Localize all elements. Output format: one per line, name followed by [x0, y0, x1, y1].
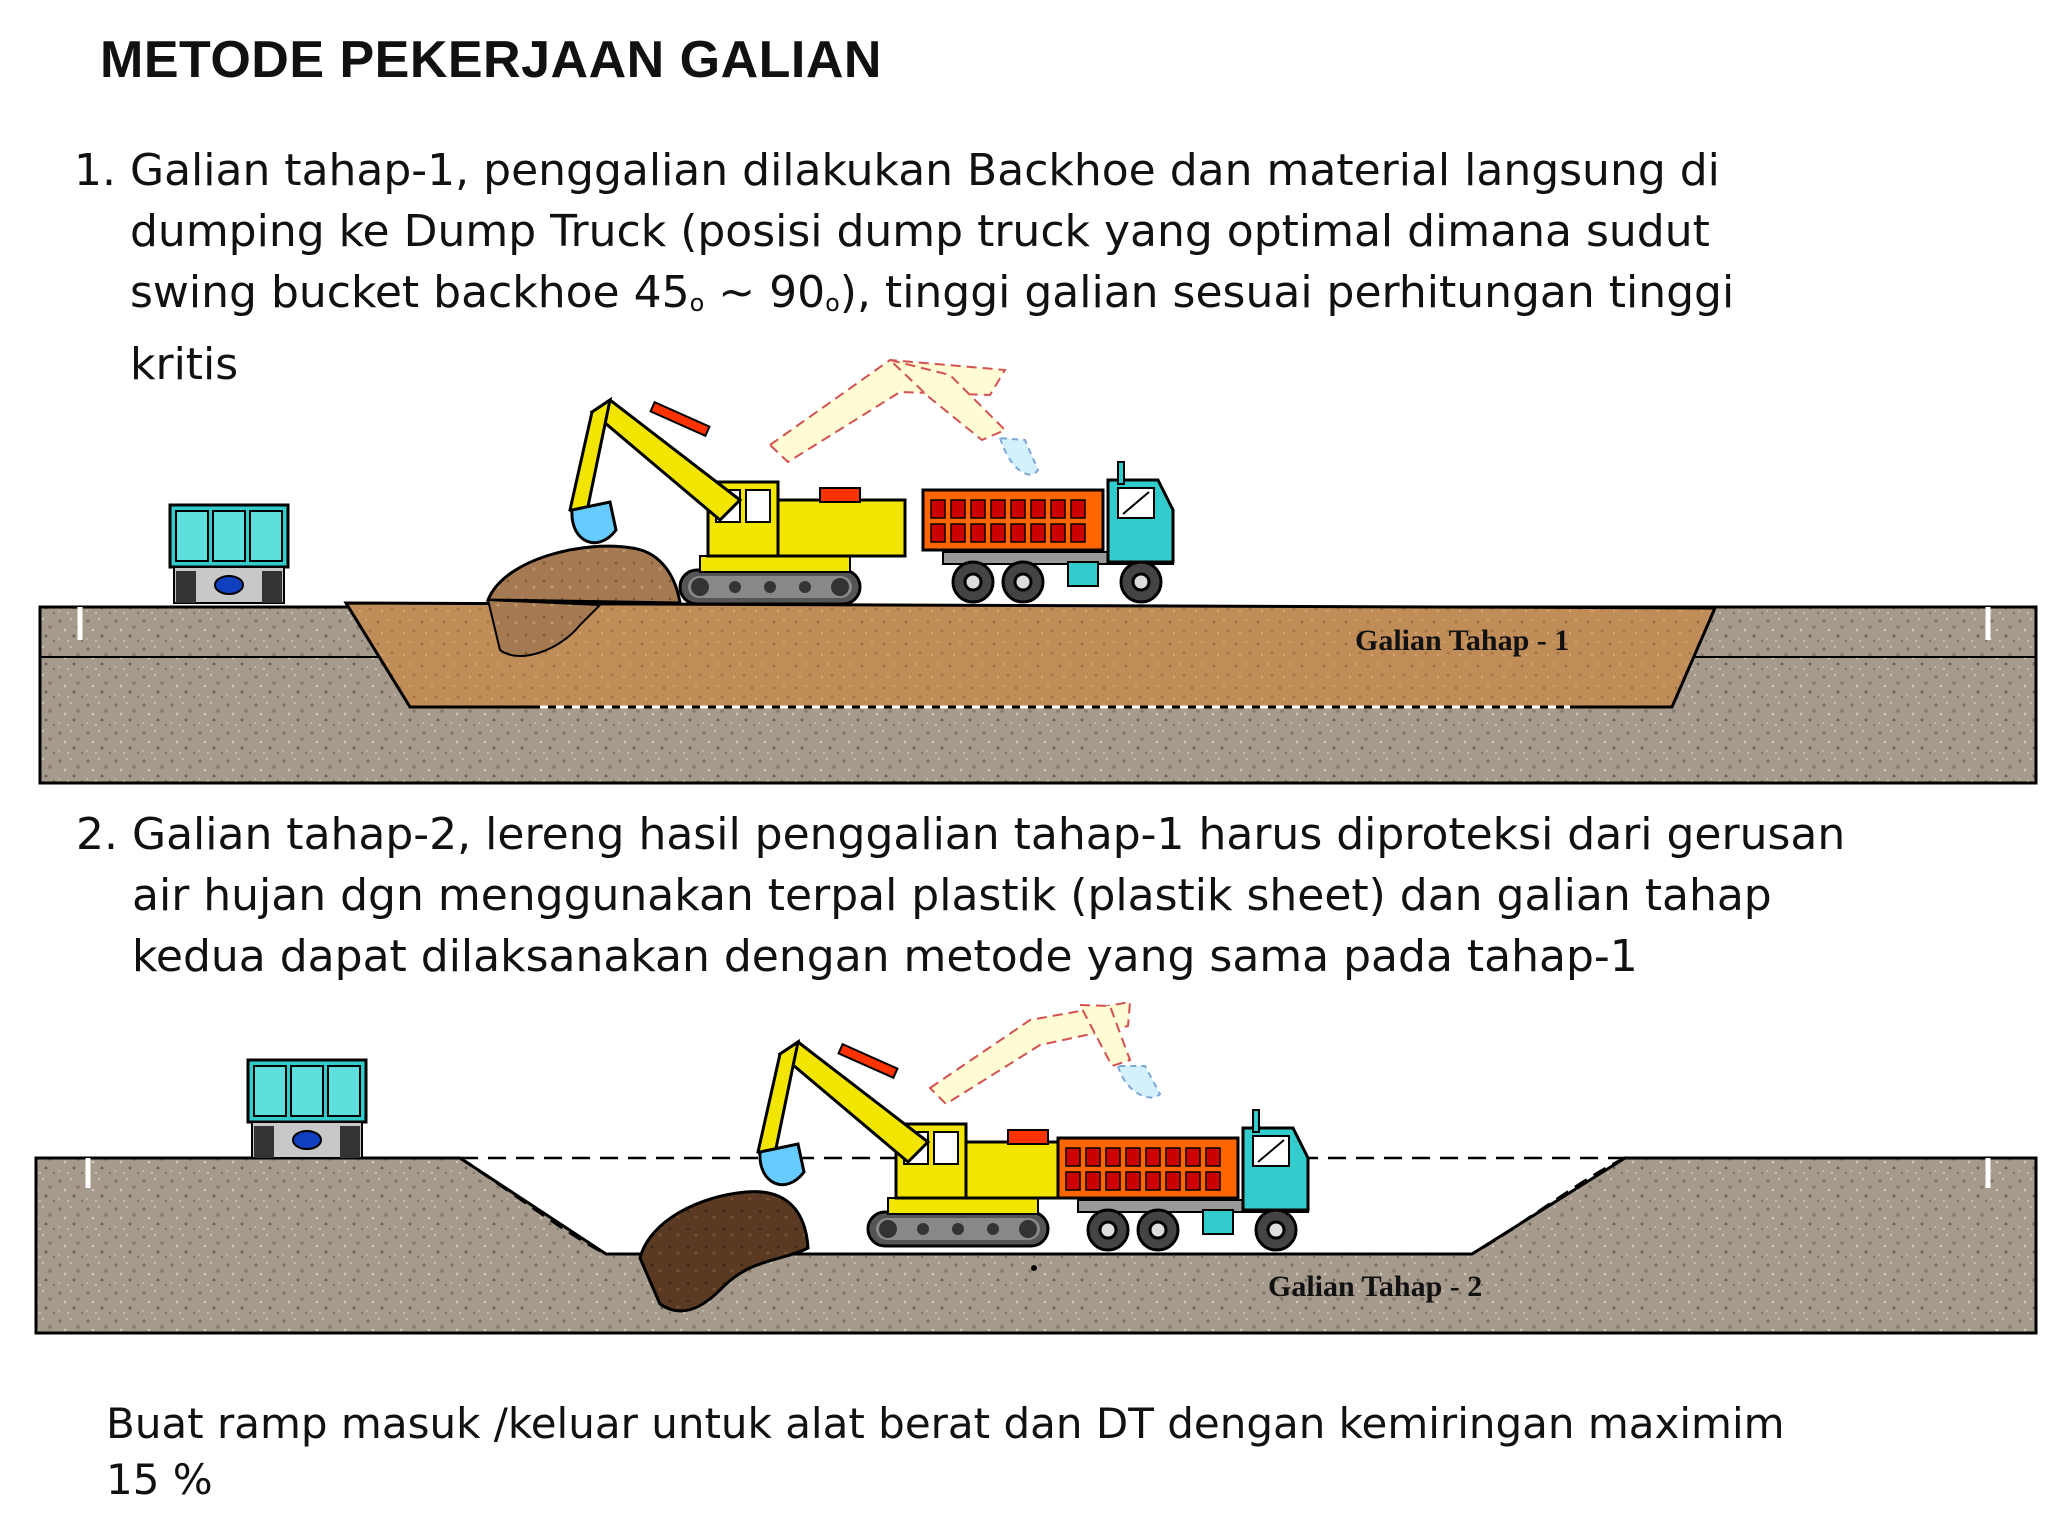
dump-truck-rear-icon [248, 1060, 366, 1158]
step-2-line-1: 2. Galian tahap-2, lereng hasil penggalian tahap-1 harus diproteksi dari gerusan [76, 809, 1846, 860]
boom-swing-ghost [770, 360, 1038, 475]
step-1-line-2: dumping ke Dump Truck (posisi dump truck yang optimal dimana sudut [130, 206, 1710, 257]
degree-sup-2: o [825, 289, 840, 317]
dump-truck-icon [923, 462, 1173, 602]
boom-swing-ghost [930, 1002, 1160, 1104]
diagram-stage-2 [36, 1002, 2036, 1333]
soil-pile-icon [488, 546, 680, 603]
step-1-line-3a: swing bucket backhoe 45 [130, 267, 690, 318]
step-1-line-3b: ~ 90 [704, 267, 826, 318]
label-galian-tahap-2: Galian Tahap - 2 [1268, 1270, 1483, 1303]
diagram-stage-1 [40, 360, 2036, 783]
ramp-note-line-1: Buat ramp masuk /keluar untuk alat berat dan DT dengan kemiringan maximim [106, 1399, 1785, 1448]
dump-truck-icon [1058, 1110, 1308, 1250]
excavator-icon [758, 1042, 1093, 1246]
dump-truck-rear-icon [170, 505, 288, 603]
page-title: METODE PEKERJAAN GALIAN [100, 31, 882, 89]
step-2-line-2: air hujan dgn menggunakan terpal plastik (plastik sheet) dan galian tahap [132, 870, 1772, 921]
step-2-line-3: kedua dapat dilaksanakan dengan metode yang sama pada tahap-1 [132, 931, 1638, 982]
ramp-note-line-2: 15 % [106, 1455, 213, 1504]
step-1-line-1: 1. Galian tahap-1, penggalian dilakukan Backhoe dan material langsung di [74, 145, 1720, 196]
step-1-line-3c: ), tinggi galian sesuai perhitungan tinggi [839, 267, 1735, 318]
label-galian-tahap-1: Galian Tahap - 1 [1355, 624, 1570, 657]
step-1-line-4: kritis [130, 339, 239, 390]
degree-sup-1: o [689, 289, 705, 317]
